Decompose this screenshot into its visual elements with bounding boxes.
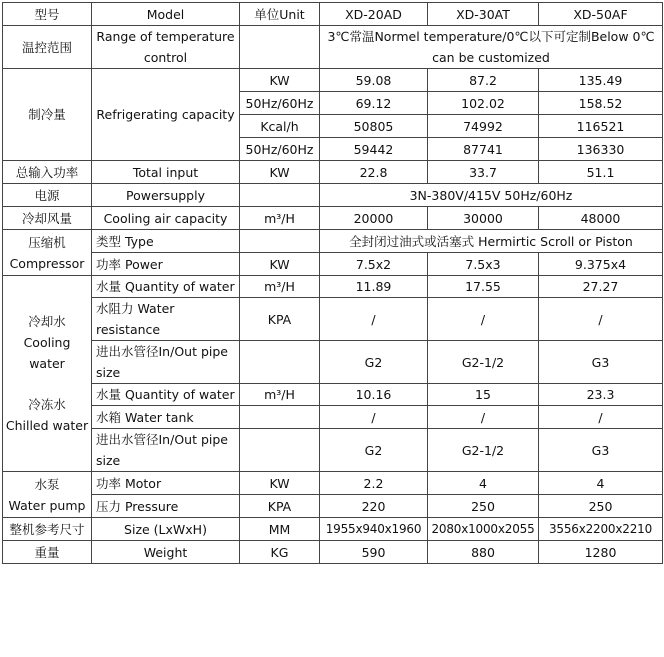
water-pump-en: Water pump: [8, 497, 86, 513]
header-model-3: XD-50AF: [539, 3, 663, 26]
table-cell: /: [320, 298, 428, 341]
compressor-label: [3, 230, 92, 276]
table-cell: 87741: [428, 138, 539, 161]
power-supply-value: 3N-380V/415V 50Hz/60Hz: [320, 184, 663, 207]
cooling-air-en: Cooling air capacity: [92, 207, 240, 230]
table-cell: 2.2: [320, 472, 428, 495]
total-input-unit: KW: [240, 161, 320, 184]
temp-range-en: Range of temperature control: [92, 26, 240, 69]
water-param-label: 水箱 Water tank: [92, 406, 240, 429]
water-pump-label: [3, 472, 92, 518]
refrigerating-cn: 制冷量: [3, 69, 92, 161]
water-pump-cn: 水泵: [34, 476, 60, 492]
table-cell: G2-1/2: [428, 341, 539, 384]
header-model-1: XD-20AD: [320, 3, 428, 26]
weight-en: Weight: [92, 541, 240, 564]
size-unit: MM: [240, 518, 320, 541]
water-param-label: 进出水管径In/Out pipe size: [92, 429, 240, 472]
compressor-power-row: [3, 253, 663, 276]
power-supply-row: [3, 184, 663, 207]
temp-range-value: 3℃常温Normel temperature/0℃以下可定制Below 0℃ can be customized: [320, 26, 663, 69]
table-cell: /: [428, 406, 539, 429]
water-pump-param-label: 功率 Motor: [92, 472, 240, 495]
table-cell: 59.08: [320, 69, 428, 92]
water-pump-row: [3, 495, 663, 518]
water-pump-unit: KW: [240, 472, 320, 495]
table-cell: 220: [320, 495, 428, 518]
header-unit: 单位Unit: [240, 3, 320, 26]
water-unit: [240, 406, 320, 429]
refrigerating-unit: 50Hz/60Hz: [240, 138, 320, 161]
compressor-type-value: 全封闭过油式或活塞式 Hermirtic Scroll or Piston: [320, 230, 663, 253]
table-cell: G2: [320, 341, 428, 384]
header-param-cn: 型号: [3, 3, 92, 26]
water-pump-param-label: 压力 Pressure: [92, 495, 240, 518]
power-supply-en: Powersupply: [92, 184, 240, 207]
water-unit: KPA: [240, 298, 320, 341]
header-param-en: Model: [92, 3, 240, 26]
temp-range-row: [3, 26, 663, 69]
compressor-cn: 压缩机: [28, 234, 66, 250]
table-cell: G2: [320, 429, 428, 472]
table-cell: /: [539, 406, 663, 429]
weight-cn: 重量: [3, 541, 92, 564]
water-pump-unit: KPA: [240, 495, 320, 518]
table-cell: 69.12: [320, 92, 428, 115]
table-cell: 10.16: [320, 384, 428, 406]
refrigerating-unit: Kcal/h: [240, 115, 320, 138]
water-pump-row: [3, 472, 663, 495]
table-cell: 15: [428, 384, 539, 406]
water-param-label: 进出水管径In/Out pipe size: [92, 341, 240, 384]
compressor-type-unit: [240, 230, 320, 253]
water-label: [3, 276, 92, 472]
table-cell: /: [320, 406, 428, 429]
water-unit: [240, 341, 320, 384]
table-cell: 11.89: [320, 276, 428, 298]
water-row: [3, 298, 663, 341]
chilled-water-en: Chilled water: [5, 418, 89, 433]
total-input-row: [3, 161, 663, 184]
table-cell: /: [539, 298, 663, 341]
header-row: [3, 3, 663, 26]
table-cell: 30000: [428, 207, 539, 230]
table-cell: 87.2: [428, 69, 539, 92]
water-param-label: 水量 Quantity of water: [92, 276, 240, 298]
table-cell: G3: [539, 341, 663, 384]
table-cell: 2080x1000x2055: [428, 518, 539, 541]
cooling-air-row: [3, 207, 663, 230]
compressor-power-label: 功率 Power: [92, 253, 240, 276]
table-cell: 51.1: [539, 161, 663, 184]
total-input-en: Total input: [92, 161, 240, 184]
table-cell: 4: [428, 472, 539, 495]
power-supply-cn: 电源: [3, 184, 92, 207]
header-model-2: XD-30AT: [428, 3, 539, 26]
water-row: [3, 429, 663, 472]
table-cell: /: [428, 298, 539, 341]
table-cell: G3: [539, 429, 663, 472]
table-cell: G2-1/2: [428, 429, 539, 472]
table-cell: 7.5x3: [428, 253, 539, 276]
table-cell: 250: [539, 495, 663, 518]
table-cell: 3556x2200x2210: [539, 518, 663, 541]
table-cell: 20000: [320, 207, 428, 230]
size-cn: 整机参考尺寸: [3, 518, 92, 541]
table-cell: 27.27: [539, 276, 663, 298]
power-supply-unit: [240, 184, 320, 207]
table-cell: 50805: [320, 115, 428, 138]
weight-row: [3, 541, 663, 564]
table-cell: 136330: [539, 138, 663, 161]
temp-range-unit: [240, 26, 320, 69]
table-cell: 9.375x4: [539, 253, 663, 276]
table-cell: 135.49: [539, 69, 663, 92]
table-cell: 7.5x2: [320, 253, 428, 276]
table-cell: 33.7: [428, 161, 539, 184]
table-cell: 23.3: [539, 384, 663, 406]
compressor-type-label: 类型 Type: [92, 230, 240, 253]
table-cell: 590: [320, 541, 428, 564]
compressor-power-unit: KW: [240, 253, 320, 276]
table-cell: 880: [428, 541, 539, 564]
table-cell: 4: [539, 472, 663, 495]
water-row: [3, 276, 663, 298]
size-en: Size (LxWxH): [92, 518, 240, 541]
water-row: [3, 384, 663, 406]
table-cell: 1955x940x1960: [320, 518, 428, 541]
chilled-water-cn: 冷冻水: [28, 397, 66, 412]
refrigerating-unit: 50Hz/60Hz: [240, 92, 320, 115]
table-cell: 102.02: [428, 92, 539, 115]
water-unit: [240, 429, 320, 472]
compressor-en: Compressor: [9, 255, 85, 271]
water-row: [3, 406, 663, 429]
refrigerating-en: Refrigerating capacity: [92, 69, 240, 161]
refrigerating-unit: KW: [240, 69, 320, 92]
cooling-air-cn: 冷却风量: [3, 207, 92, 230]
temp-range-cn: 温控范围: [3, 26, 92, 69]
cooling-water-cn: 冷却水: [28, 314, 66, 329]
table-cell: 116521: [539, 115, 663, 138]
water-unit: m³/H: [240, 276, 320, 298]
compressor-type-row: [3, 230, 663, 253]
table-cell: 250: [428, 495, 539, 518]
cooling-air-unit: m³/H: [240, 207, 320, 230]
refrigerating-row: [3, 69, 663, 92]
water-row: [3, 341, 663, 384]
table-cell: 59442: [320, 138, 428, 161]
table-cell: 1280: [539, 541, 663, 564]
weight-unit: KG: [240, 541, 320, 564]
cooling-water-en: Cooling water: [23, 335, 71, 371]
table-cell: 74992: [428, 115, 539, 138]
water-unit: m³/H: [240, 384, 320, 406]
size-row: [3, 518, 663, 541]
table-cell: 17.55: [428, 276, 539, 298]
table-cell: 22.8: [320, 161, 428, 184]
spec-table: [2, 2, 663, 564]
table-cell: 48000: [539, 207, 663, 230]
water-param-label: 水阻力 Water resistance: [92, 298, 240, 341]
water-param-label: 水量 Quantity of water: [92, 384, 240, 406]
table-cell: 158.52: [539, 92, 663, 115]
total-input-cn: 总输入功率: [3, 161, 92, 184]
